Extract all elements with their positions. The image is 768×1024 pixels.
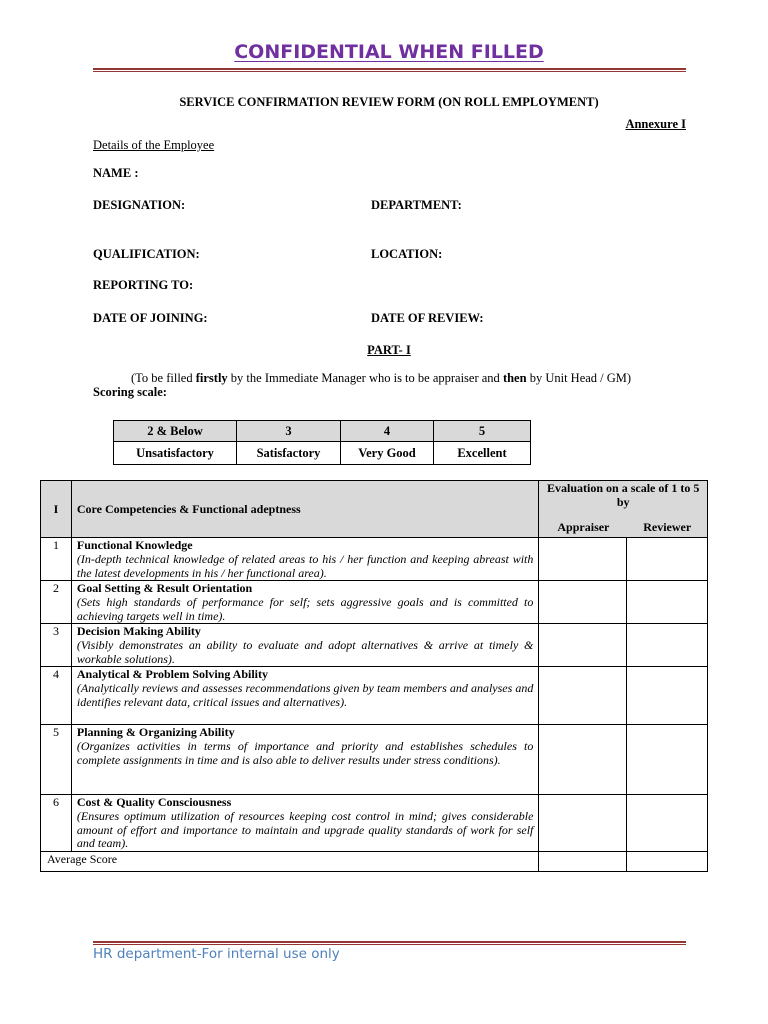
qualification-field-label: QUALIFICATION: [93, 247, 200, 261]
fill-instruction: (To be filled firstly by the Immediate Manager who is to be appraiser and then by Unit Head / GM) [131, 371, 632, 385]
appraiser-score-cell[interactable] [539, 538, 627, 581]
appraiser-average-cell[interactable] [539, 852, 627, 872]
scale-score: 2 & Below [114, 421, 237, 442]
appraiser-score-cell[interactable] [539, 624, 627, 667]
appraiser-score-cell[interactable] [539, 667, 627, 725]
confidential-header: CONFIDENTIAL WHEN FILLED [234, 41, 544, 63]
scale-label: Excellent [434, 442, 531, 465]
scale-label: Unsatisfactory [114, 442, 237, 465]
table-row [41, 581, 708, 624]
evaluation-header-text: Evaluation on a scale of 1 to 5 by [547, 481, 700, 509]
row-number: 1 [41, 538, 72, 581]
designation-field-label: DESIGNATION: [93, 198, 186, 212]
reviewer-score-cell[interactable] [627, 581, 708, 624]
appraiser-score-cell[interactable] [539, 795, 627, 852]
scale-score: 3 [237, 421, 341, 442]
reviewer-score-cell[interactable] [627, 795, 708, 852]
appraiser-score-cell[interactable] [539, 725, 627, 795]
department-field-label: DEPARTMENT: [371, 198, 462, 212]
reviewer-average-cell[interactable] [627, 852, 708, 872]
reviewer-score-cell[interactable] [627, 538, 708, 581]
table-row [41, 538, 708, 581]
competency-name: Cost & Quality Consciousness [76, 795, 232, 809]
reporting-to-field-label: REPORTING TO: [93, 278, 194, 292]
header-divider [93, 68, 686, 72]
row-number: 4 [41, 667, 72, 725]
competency-description: (In-depth technical knowledge of related areas to his / her function and keeping abreast with the latest developments in his / her functional area). [76, 552, 534, 580]
footer-text: HR department-For internal use only [93, 946, 340, 962]
form-title: SERVICE CONFIRMATION REVIEW FORM (ON ROLL EMPLOYMENT) [179, 95, 599, 109]
average-score-row [41, 852, 708, 872]
competency-description: (Sets high standards of performance for self; sets aggressive goals and is committed to achieving targets well in time). [76, 595, 534, 623]
part-heading: PART- I [367, 343, 411, 357]
annexure-label: Annexure I [625, 117, 686, 131]
competency-name: Analytical & Problem Solving Ability [76, 667, 269, 681]
competency-description: (Analytically reviews and assesses recommendations given by team members and analyses and identifies relevant data, critical issues and alternatives). [76, 681, 534, 709]
scale-label: Satisfactory [237, 442, 341, 465]
name-field-label: NAME : [93, 166, 139, 180]
competency-description: (Ensures optimum utilization of resources keeping cost control in mind; gives considerable amount of effort and importance to maintain and upgrade quality standards of work for self and team). [76, 809, 534, 850]
reviewer-score-cell[interactable] [627, 667, 708, 725]
details-heading: Details of the Employee [93, 138, 215, 152]
section-title: Core Competencies & Functional adeptness [71, 481, 539, 538]
reviewer-score-cell[interactable] [627, 725, 708, 795]
competency-description: (Organizes activities in terms of importance and priority and establishes schedules to complete assignments in time and is also able to deliver results under stress conditions). [76, 739, 534, 767]
competencies-table [40, 480, 708, 872]
appraiser-score-cell[interactable] [539, 581, 627, 624]
row-number: 3 [41, 624, 72, 667]
competency-name: Planning & Organizing Ability [76, 725, 235, 739]
row-number: 6 [41, 795, 72, 852]
evaluation-header [539, 481, 708, 538]
section-number: I [41, 481, 72, 538]
location-field-label: LOCATION: [371, 247, 443, 261]
competency-name: Functional Knowledge [76, 538, 193, 552]
table-row [41, 667, 708, 725]
scale-label: Very Good [341, 442, 434, 465]
table-row [41, 624, 708, 667]
reviewer-score-cell[interactable] [627, 624, 708, 667]
row-number: 2 [41, 581, 72, 624]
competency-name: Decision Making Ability [76, 624, 201, 638]
table-row [41, 725, 708, 795]
row-number: 5 [41, 725, 72, 795]
scoring-scale-label: Scoring scale: [93, 385, 167, 399]
competency-name: Goal Setting & Result Orientation [76, 581, 253, 595]
date-of-joining-field-label: DATE OF JOINING: [93, 311, 208, 325]
scoring-scale-table [113, 420, 531, 465]
appraiser-header: Appraiser [557, 520, 610, 534]
average-score-label: Average Score [41, 852, 539, 872]
footer-divider [93, 941, 686, 945]
date-of-review-field-label: DATE OF REVIEW: [371, 311, 484, 325]
competency-description: (Visibly demonstrates an ability to evaluate and adopt alternatives & arrive at timely & workable solutions). [76, 638, 534, 666]
table-row [41, 795, 708, 852]
scale-score: 5 [434, 421, 531, 442]
scale-score: 4 [341, 421, 434, 442]
reviewer-header: Reviewer [643, 520, 692, 534]
